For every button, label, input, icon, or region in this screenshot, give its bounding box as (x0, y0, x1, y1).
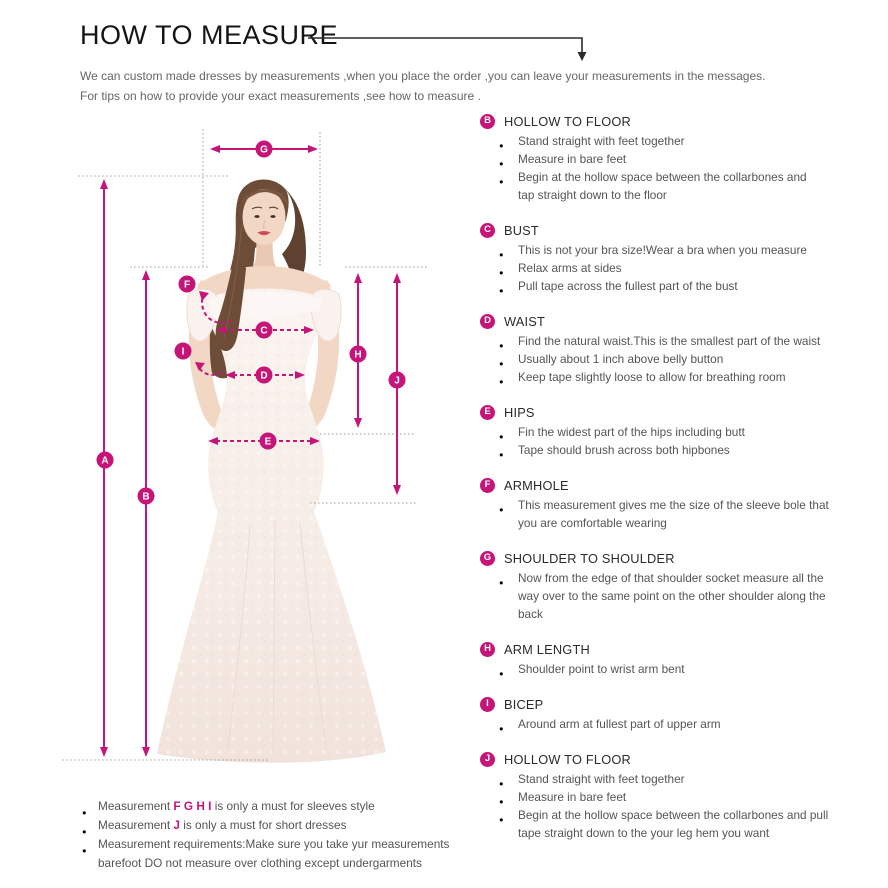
bullet-text: Measure in bare feet (518, 152, 627, 166)
bullet-dot-icon: ● (499, 797, 504, 806)
bullet-line (480, 259, 882, 277)
bullet-line (480, 788, 882, 806)
bullet-text: you are comfortable wearing (518, 516, 667, 530)
bullet-text: Fin the widest part of the hips including butt (518, 425, 745, 439)
measure-section-D (480, 312, 882, 386)
bullet-line (480, 715, 882, 733)
bullet-text: Stand straight with feet together (518, 134, 685, 148)
bullet-text: tape straight down to the your leg hem you want (518, 826, 770, 840)
note-text: barefoot DO not measure over clothing except undergarments (98, 856, 422, 870)
badge-j (389, 372, 406, 389)
section-title: HOLLOW TO FLOOR (504, 751, 631, 767)
section-badge: G (480, 551, 495, 566)
section-badge: H (480, 642, 495, 657)
bullet-dot-icon: ● (499, 250, 504, 259)
intro-text (80, 66, 765, 106)
bullet-line (480, 186, 882, 204)
measure-line-b (142, 270, 150, 757)
note-line (82, 854, 484, 873)
measure-section-G (480, 549, 882, 623)
bullet-line (480, 770, 882, 788)
title-arrow-icon (304, 26, 596, 64)
bullet-text: Find the natural waist.This is the smallest part of the waist (518, 334, 821, 348)
badge-c-label: C (260, 325, 268, 337)
section-header (480, 640, 882, 658)
bullet-dot-icon: ● (82, 808, 87, 817)
bullet-line (480, 168, 882, 186)
section-badge: I (480, 697, 495, 712)
badge-b-label: B (142, 491, 150, 503)
badge-i-label: I (181, 346, 185, 358)
bullet-dot-icon: ● (499, 177, 504, 186)
bullet-dot-icon: ● (499, 359, 504, 368)
bullet-line (480, 587, 882, 605)
bullet-text: Shoulder point to wrist arm bent (518, 662, 685, 676)
bullet-text: way over to the same point on the other shoulder along the (518, 589, 826, 603)
bullet-dot-icon: ● (499, 286, 504, 295)
badge-a (97, 452, 114, 469)
badge-c (256, 322, 273, 339)
note-text: J (173, 818, 180, 832)
measure-section-I (480, 695, 882, 733)
bullet-text: Usually about 1 inch above belly button (518, 352, 724, 366)
note-text: Measurement (98, 818, 174, 832)
badge-g-label: G (260, 144, 268, 156)
section-header (480, 695, 882, 713)
bullet-dot-icon: ● (499, 268, 504, 277)
note-text: Measurement requirements:Make sure you take yur measurements (98, 837, 450, 851)
badge-e (260, 433, 277, 450)
bullet-line (480, 368, 882, 386)
bullet-line (480, 605, 882, 623)
section-badge: B (480, 114, 495, 129)
measure-section-H (480, 640, 882, 678)
bullet-text: Begin at the hollow space between the collarbones and (518, 170, 807, 184)
bullet-dot-icon: ● (499, 505, 504, 514)
bullet-text: This is not your bra size!Wear a bra when you measure (518, 243, 807, 257)
section-header (480, 476, 882, 494)
bullet-text: Tape should brush across both hipbones (518, 443, 730, 457)
bullet-line (480, 806, 882, 824)
measure-section-B (480, 112, 882, 204)
badge-d (256, 367, 273, 384)
intro-line-2: For tips on how to provide your exact measurements ,see how to measure . (80, 89, 481, 103)
badge-f-label: F (183, 279, 191, 291)
notes-list (82, 797, 484, 873)
bullet-text: Stand straight with feet together (518, 772, 685, 786)
measurement-diagram (60, 124, 440, 784)
badge-a-label: A (101, 455, 109, 467)
bullet-dot-icon: ● (499, 159, 504, 168)
note-text: F G H I (173, 799, 212, 813)
note-text: is only a must for sleeves style (211, 799, 375, 813)
section-header (480, 312, 882, 330)
note-line (82, 816, 484, 835)
section-badge: C (480, 223, 495, 238)
bullet-text: Keep tape slightly loose to allow for breathing room (518, 370, 786, 384)
measure-section-F (480, 476, 882, 532)
bullet-text: Measure in bare feet (518, 790, 627, 804)
section-header (480, 750, 882, 768)
badge-d-label: D (260, 370, 268, 382)
measure-list (480, 112, 882, 859)
intro-line-1: We can custom made dresses by measurements ,when you place the order ,you can leave your measurements in the messages. (80, 69, 766, 83)
bullet-dot-icon: ● (499, 450, 504, 459)
badge-h-label: H (354, 349, 362, 361)
bullet-text: Begin at the hollow space between the collarbones and pull (518, 808, 829, 822)
section-title: ARM LENGTH (504, 641, 590, 657)
badge-h (350, 346, 367, 363)
page-title: HOW TO MEASURE (80, 20, 339, 50)
section-header (480, 221, 882, 239)
badge-b (138, 488, 155, 505)
bullet-line (480, 150, 882, 168)
bullet-dot-icon: ● (499, 815, 504, 824)
badge-j-label: J (394, 375, 400, 387)
section-title: SHOULDER TO SHOULDER (504, 550, 675, 566)
bullet-line (480, 824, 882, 842)
note-text: Measurement (98, 799, 174, 813)
bullet-dot-icon: ● (82, 827, 87, 836)
section-title: BUST (504, 222, 539, 238)
section-badge: D (480, 314, 495, 329)
bullet-dot-icon: ● (499, 779, 504, 788)
bullet-dot-icon: ● (499, 141, 504, 150)
section-title: HIPS (504, 404, 535, 420)
bullet-text: Around arm at fullest part of upper arm (518, 717, 721, 731)
bullet-line (480, 514, 882, 532)
note-text: is only a must for short dresses (179, 818, 347, 832)
section-header (480, 549, 882, 567)
bullet-dot-icon: ● (499, 377, 504, 386)
note-line (82, 797, 484, 816)
section-badge: E (480, 405, 495, 420)
bullet-dot-icon: ● (499, 432, 504, 441)
section-badge: J (480, 752, 495, 767)
note-line (82, 835, 484, 854)
bullet-text: This measurement gives me the size of the sleeve bole that (518, 498, 829, 512)
bullet-line (480, 441, 882, 459)
badge-f (179, 276, 196, 293)
bullet-text: tap straight down to the floor (518, 188, 667, 202)
bullet-line (480, 660, 882, 678)
section-title: ARMHOLE (504, 477, 569, 493)
measure-section-C (480, 221, 882, 295)
bullet-dot-icon: ● (499, 578, 504, 587)
bullet-line (480, 350, 882, 368)
measure-section-J (480, 750, 882, 842)
section-header (480, 112, 882, 130)
section-title: WAIST (504, 313, 546, 329)
bullet-line (480, 423, 882, 441)
bullet-dot-icon: ● (499, 341, 504, 350)
bullet-text: back (518, 607, 543, 621)
badge-i (175, 343, 192, 360)
section-title: HOLLOW TO FLOOR (504, 113, 631, 129)
badge-g (256, 141, 273, 158)
bullet-line (480, 277, 882, 295)
bullet-dot-icon: ● (499, 724, 504, 733)
bullet-line (480, 332, 882, 350)
badge-e-label: E (264, 436, 272, 448)
bullet-line (480, 496, 882, 514)
bullet-text: Relax arms at sides (518, 261, 622, 275)
bullet-dot-icon: ● (82, 846, 87, 855)
section-badge: F (480, 478, 495, 493)
bullet-line (480, 241, 882, 259)
bullet-line (480, 569, 882, 587)
bullet-text: Now from the edge of that shoulder socket measure all the (518, 571, 824, 585)
section-header (480, 403, 882, 421)
measure-section-E (480, 403, 882, 459)
bullet-text: Pull tape across the fullest part of the bust (518, 279, 738, 293)
bullet-line (480, 132, 882, 150)
section-title: BICEP (504, 696, 544, 712)
bullet-dot-icon: ● (499, 669, 504, 678)
